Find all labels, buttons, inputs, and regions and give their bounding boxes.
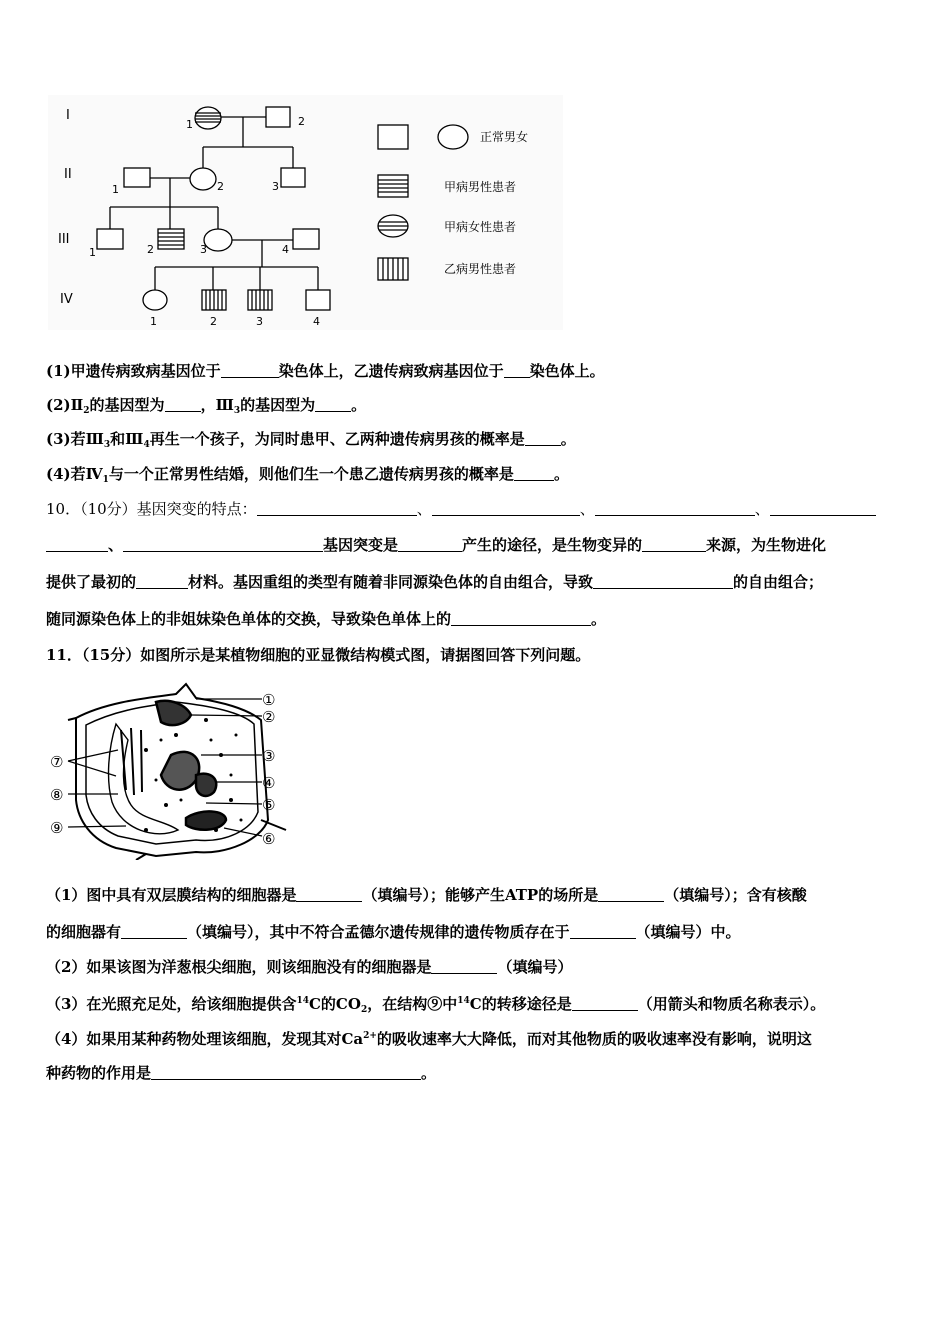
answer-blank[interactable] [221, 363, 279, 378]
answer-blank[interactable] [257, 501, 417, 516]
q11-item-1: （1）图中具有双层膜结构的细胞器是 （填编号）；能够产生ATP的场所是 （填编号）；含有核酸 [46, 886, 807, 904]
pedigree-figure [48, 95, 563, 330]
cell-label: ⑥ [262, 830, 276, 848]
answer-blank[interactable] [451, 611, 591, 626]
legend-label: 甲病女性患者 [444, 220, 517, 234]
answer-blank[interactable] [123, 537, 323, 552]
generation-label: IV [60, 292, 73, 307]
answer-blank[interactable] [136, 574, 188, 589]
answer-blank[interactable] [315, 397, 351, 412]
answer-blank[interactable] [121, 924, 187, 939]
answer-blank[interactable] [593, 574, 733, 589]
answer-blank[interactable] [642, 537, 706, 552]
q11-item-1-cont: 的细胞器有 （填编号），其中不符合孟德尔遗传规律的遗传物质存在于 （填编号）中。 [46, 923, 741, 941]
q9-item-1: (1)甲遗传病致病基因位于 染色体上，乙遗传病致病基因位于 染色体上。 [46, 362, 605, 380]
q11-item-2: （2）如果该图为洋葱根尖细胞，则该细胞没有的细胞器是 （填编号） [46, 958, 573, 976]
answer-blank[interactable] [165, 397, 201, 412]
q11-item-3: （3）在光照充足处，给该细胞提供含$^{14}$C的$CO_2$，在结构⑨中$^{14}$C的转移途径是 （用箭头和物质名称表示）。 [46, 995, 826, 1015]
individual-number: 3 [256, 315, 263, 328]
cell-label: ④ [262, 774, 276, 792]
cell-label: ⑨ [50, 819, 64, 837]
legend-label: 乙病男性患者 [444, 262, 517, 276]
generation-label: I [66, 108, 70, 123]
answer-blank[interactable] [432, 501, 580, 516]
answer-blank[interactable] [296, 887, 362, 902]
individual-number: 1 [112, 183, 119, 196]
answer-blank[interactable] [504, 363, 530, 378]
q11-title: 11．（15分）如图所示是某植物细胞的亚显微结构模式图，请据图回答下列问题。 [46, 646, 591, 664]
answer-blank[interactable] [514, 466, 554, 481]
individual-number: 2 [210, 315, 217, 328]
individual-number: 4 [313, 315, 320, 328]
individual-number: 1 [186, 118, 193, 131]
answer-blank[interactable] [431, 959, 497, 974]
individual-number: 2 [298, 115, 305, 128]
answer-blank[interactable] [525, 431, 561, 446]
answer-blank[interactable] [151, 1065, 421, 1080]
individual-number: 3 [200, 243, 207, 256]
cell-label: ⑤ [262, 796, 276, 814]
plant-cell-figure [46, 680, 296, 860]
cell-label: ① [262, 691, 276, 709]
individual-number: 2 [217, 180, 224, 193]
answer-blank[interactable] [770, 501, 876, 516]
answer-blank[interactable] [570, 924, 636, 939]
individual-number: 2 [147, 243, 154, 256]
individual-number: 4 [282, 243, 289, 256]
answer-blank[interactable] [398, 537, 462, 552]
q10-line-3: 提供了最初的 材料。基因重组的类型有随着非同源染色体的自由组合，导致 的自由组合； [46, 573, 824, 591]
q9-item-2: $(2)Ⅱ_2$的基因型为 ，$Ⅲ_3$的基因型为 。 [46, 396, 367, 416]
cell-label: ② [262, 708, 276, 726]
cell-label: ③ [262, 747, 276, 765]
q11-item-4-cont: 种药物的作用是 。 [46, 1064, 437, 1082]
answer-blank[interactable] [595, 501, 755, 516]
answer-blank[interactable] [46, 537, 108, 552]
q9-item-3: (3)若$Ⅲ_3$和$Ⅲ_4$再生一个孩子，为同时患甲、乙两种遗传病男孩的概率是 。 [46, 430, 576, 450]
q10-line-4: 随同源染色体上的非姐妹染色单体的交换，导致染色单体上的 。 [46, 610, 607, 628]
q10-line-1: 10．（10分）基因突变的特点： 、 、 、 [46, 499, 910, 519]
answer-blank[interactable] [572, 996, 638, 1011]
individual-number: 3 [272, 180, 279, 193]
generation-label: III [58, 232, 70, 247]
cell-label: ⑦ [50, 753, 64, 771]
legend-label: 正常男女 [480, 130, 529, 144]
individual-number: 1 [150, 315, 157, 328]
cell-label: ⑧ [50, 786, 64, 804]
individual-number: 1 [89, 246, 96, 259]
q9-item-4: (4)若$Ⅳ_1$与一个正常男性结婚，则他们生一个患乙遗传病男孩的概率是 。 [46, 465, 569, 485]
generation-label: II [64, 167, 72, 182]
q10-line-2: 、 基因突变是 产生的途径，是生物变异的 来源，为生物进化 [46, 535, 910, 555]
answer-blank[interactable] [598, 887, 664, 902]
q11-item-4: （4）如果用某种药物处理该细胞，发现其对$Ca^{2+}$的吸收速率大大降低，而对其他物质的吸收速率没有影响，说明这 [46, 1030, 812, 1048]
legend-label: 甲病男性患者 [444, 180, 517, 194]
